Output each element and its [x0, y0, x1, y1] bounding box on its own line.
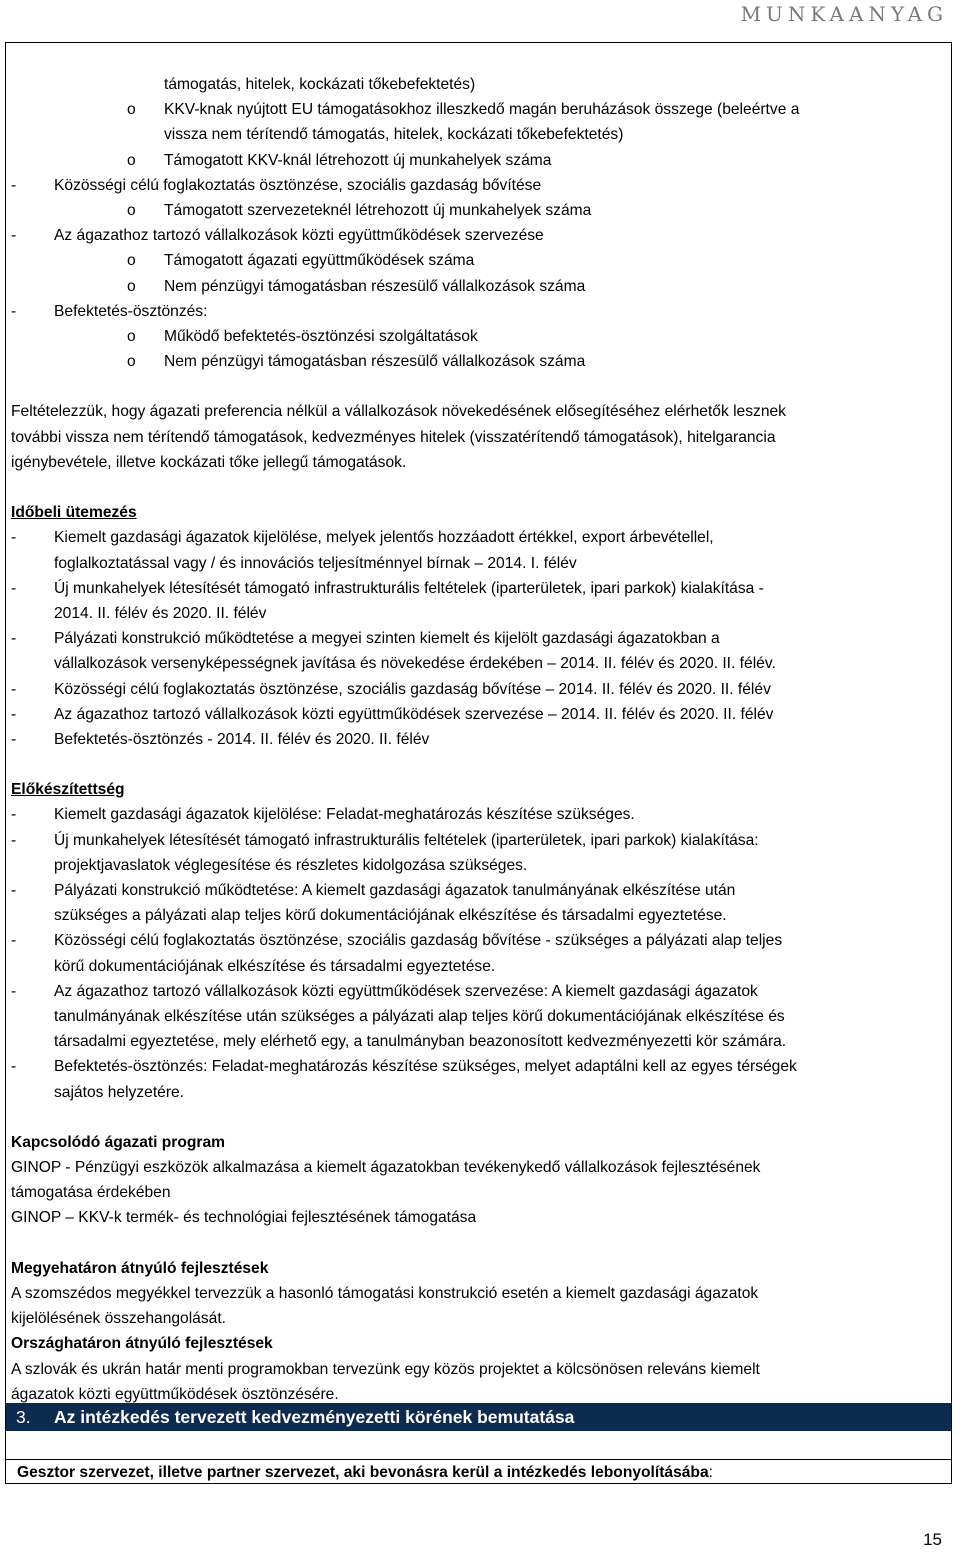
- sub-list-item: [11, 148, 941, 173]
- gestor-label: [17, 1460, 713, 1485]
- circle-bullet: o: [127, 353, 136, 371]
- dash-list-item: [11, 828, 941, 853]
- dash-bullet: -: [11, 630, 17, 648]
- dash-list-item: [11, 299, 941, 324]
- list-item-text: Nem pénzügyi támogatásban részesülő vállalkozások száma: [164, 353, 586, 371]
- dash-bullet: -: [11, 1058, 17, 1076]
- dash-bullet: -: [11, 982, 17, 1000]
- section-3-header: [6, 1403, 951, 1431]
- heading-elokeszitettseg: Előkészítettség: [11, 781, 125, 799]
- circle-bullet: o: [127, 327, 136, 345]
- list-item-continuation: támogatás, hitelek, kockázati tőkebefektetés): [164, 76, 476, 93]
- county-border-text: [11, 1281, 941, 1331]
- preparedness-list: [11, 802, 941, 1104]
- text-line: igénybevétele, illetve kockázati tőke jellegű támogatások.: [11, 453, 407, 471]
- schedule-list: [11, 525, 941, 752]
- heading-orszaghatar: Országhatáron átnyúló fejlesztések: [11, 1335, 273, 1353]
- paragraph-assumption: [11, 399, 941, 475]
- list-item-text: Kiemelt gazdasági ágazatok kijelölése: Feladat-meghatározás készítése szükséges.: [54, 806, 635, 824]
- sub-list-item: [11, 97, 941, 122]
- list-item-continuation: projektjavaslatok véglegesítése és részletes kidolgozása szükséges.: [54, 856, 528, 874]
- dash-bullet: -: [11, 227, 17, 245]
- list-item-text: Pályázati konstrukció működtetése a megyei szinten kiemelt és kijelölt gazdasági ágazatokban a: [54, 630, 720, 648]
- section-number: 3.: [16, 1407, 31, 1427]
- list-item-continuation: szükséges a pályázati alap teljes körű dokumentációjának elkészítése és társadalmi egyeztetése.: [54, 907, 727, 925]
- list-item-text: Támogatott KKV-knál létrehozott új munkahelyek száma: [164, 151, 552, 169]
- list-item-text: Befektetés-ösztönzés: Feladat-meghatározás készítése szükséges, melyet adaptálni kell az egyes térségek: [54, 1058, 797, 1076]
- related-program-text: [11, 1155, 941, 1231]
- dash-bullet: -: [11, 529, 17, 547]
- dash-list-item: [11, 727, 941, 752]
- dash-list-item: [11, 702, 941, 727]
- text-line: GINOP - Pénzügyi eszközök alkalmazása a kiemelt ágazatokban tevékenykedő vállalkozások fejlesztésének: [11, 1159, 761, 1177]
- country-border-text: [11, 1357, 941, 1407]
- list-item-continuation: vissza nem térítendő támogatás, hitelek, kockázati tőkebefektetés): [164, 126, 624, 144]
- dash-bullet: -: [11, 705, 17, 723]
- section-title: Az intézkedés tervezett kedvezményezetti körének bemutatása: [54, 1407, 575, 1427]
- list-item-text: Az ágazathoz tartozó vállalkozások közti együttműködések szervezése: A kiemelt gazdasági ágazatok: [54, 982, 758, 1000]
- list-item-text: Működő befektetés-ösztönzési szolgáltatások: [164, 327, 478, 345]
- list-item-continuation: sajátos helyzetére.: [54, 1083, 185, 1101]
- text-line: GINOP – KKV-k termék- és technológiai fejlesztésének támogatása: [11, 1209, 477, 1227]
- indicator-list: [11, 72, 941, 374]
- text-line: ágazatok közti együttműködések ösztönzésére.: [11, 1385, 339, 1403]
- list-item-text: Közösségi célú foglakoztatás ösztönzése, szociális gazdaság bővítése - szükséges a pályázati alap teljes: [54, 932, 783, 950]
- dash-bullet: -: [11, 932, 17, 950]
- list-item-continuation: foglalkoztatással vagy / és innovációs teljesítménnyel bírnak – 2014. I. félév: [54, 554, 577, 572]
- sub-list-item: [11, 248, 941, 273]
- list-item-text: Befektetés-ösztönzés - 2014. II. félév és 2020. II. félév: [54, 730, 430, 748]
- dash-bullet: -: [11, 882, 17, 899]
- list-item-text: Támogatott ágazati együttműködések száma: [164, 252, 475, 270]
- list-item-text: Pályázati konstrukció működtetése: A kiemelt gazdasági ágazatok tanulmányának elkészítése után: [54, 882, 736, 899]
- sub-list-item: [11, 274, 941, 299]
- list-item-text: Az ágazathoz tartozó vállalkozások közti együttműködések szervezése – 2014. II. félév és 2020. II. félév: [54, 705, 774, 723]
- dash-list-item: [11, 878, 941, 903]
- text-line: támogatása érdekében: [11, 1184, 171, 1202]
- dash-bullet: -: [11, 730, 17, 748]
- text-line: Feltételezzük, hogy ágazati preferencia nélkül a vállalkozások növekedésének elősegítéséhez elérhetők lesznek: [11, 403, 786, 421]
- list-item-continuation: 2014. II. félév és 2020. II. félév: [54, 604, 267, 622]
- circle-bullet: o: [127, 201, 136, 219]
- dash-list-item: [11, 802, 941, 827]
- gestor-colon: :: [708, 1464, 713, 1481]
- dash-list-item: [11, 525, 941, 550]
- circle-bullet: o: [127, 151, 136, 169]
- watermark-header: MUNKAANYAG: [740, 2, 948, 26]
- dash-list-item: [11, 677, 941, 702]
- list-item-continuation: vállalkozások versenyképességnek javítása és növekedése érdekében – 2014. II. félév és 2020. II. félév.: [54, 655, 776, 673]
- page-number: 15: [923, 1530, 942, 1549]
- list-item-continuation: körű dokumentációjának elkészítése és társadalmi egyeztetése.: [54, 957, 496, 975]
- gestor-label-text: Gesztor szervezet, illetve partner szervezet, aki bevonásra kerül a intézkedés lebonyolításába: [17, 1464, 709, 1481]
- sub-list-item: [11, 349, 941, 374]
- list-item-text: Új munkahelyek létesítését támogató infrastrukturális feltételek (iparterületek, ipari parkok) kialakítása -: [54, 579, 764, 597]
- dash-bullet: -: [11, 831, 17, 849]
- list-item-text: Közösségi célú foglakoztatás ösztönzése, szociális gazdaság bővítése: [54, 176, 542, 194]
- text-line: további vissza nem térítendő támogatások, kedvezményes hitelek (visszatérítendő támogatások), hitelgarancia: [11, 428, 776, 446]
- list-item-text: Az ágazathoz tartozó vállalkozások közti együttműködések szervezése: [54, 227, 544, 245]
- circle-bullet: o: [127, 277, 136, 295]
- list-item-continuation: társadalmi egyeztetése, mely elérhető egy, a tanulmányban beazonosított kedvezményezetti kör számára.: [54, 1033, 787, 1051]
- text-line: kijelölésének összehangolását.: [11, 1310, 226, 1328]
- heading-kapcsolodo-program: Kapcsolódó ágazati program: [11, 1133, 226, 1151]
- dash-bullet: -: [11, 302, 17, 320]
- document-body: [11, 72, 941, 1407]
- heading-idobeli-utemezes: Időbeli ütemezés: [11, 504, 137, 522]
- heading-megyehatar: Megyehatáron átnyúló fejlesztések: [11, 1259, 269, 1277]
- text-line: A szomszédos megyékkel tervezzük a hasonló támogatási konstrukció esetén a kiemelt gazdasági ágazatok: [11, 1285, 759, 1302]
- dash-list-item: [11, 928, 941, 953]
- list-item-text: Támogatott szervezeteknél létrehozott új munkahelyek száma: [164, 201, 592, 219]
- dash-list-item: [11, 223, 941, 248]
- dash-list-item: [11, 979, 941, 1004]
- list-item-text: KKV-knak nyújtott EU támogatásokhoz illeszkedő magán beruházások összege (beleértve a: [164, 101, 800, 119]
- list-item-text: Nem pénzügyi támogatásban részesülő vállalkozások száma: [164, 277, 586, 295]
- sub-list-item: [11, 198, 941, 223]
- dash-bullet: -: [11, 680, 17, 698]
- dash-bullet: -: [11, 806, 17, 824]
- dash-list-item: [11, 173, 941, 198]
- dash-list-item: [11, 626, 941, 651]
- list-item-text: Befektetés-ösztönzés:: [54, 302, 208, 320]
- circle-bullet: o: [127, 101, 136, 119]
- dash-bullet: -: [11, 579, 17, 597]
- list-item-text: Kiemelt gazdasági ágazatok kijelölése, melyek jelentős hozzáadott értékkel, export árbevétellel,: [54, 529, 714, 547]
- text-line: A szlovák és ukrán határ menti programokban tervezünk egy közös projektet a kölcsönösen releváns kiemelt: [11, 1360, 760, 1378]
- list-item-text: Közösségi célú foglakoztatás ösztönzése, szociális gazdaság bővítése – 2014. II. félév és 2020. II. félév: [54, 680, 771, 698]
- dash-bullet: -: [11, 176, 17, 194]
- list-item-continuation: tanulmányának elkészítése után szükséges a pályázati alap teljes körű dokumentációjának elkészítése és: [54, 1007, 785, 1025]
- sub-list-item: [11, 324, 941, 349]
- dash-list-item: [11, 1054, 941, 1079]
- dash-list-item: [11, 576, 941, 601]
- list-item-text: Új munkahelyek létesítését támogató infrastrukturális feltételek (iparterületek, ipari parkok) kialakítása:: [54, 831, 759, 849]
- circle-bullet: o: [127, 252, 136, 270]
